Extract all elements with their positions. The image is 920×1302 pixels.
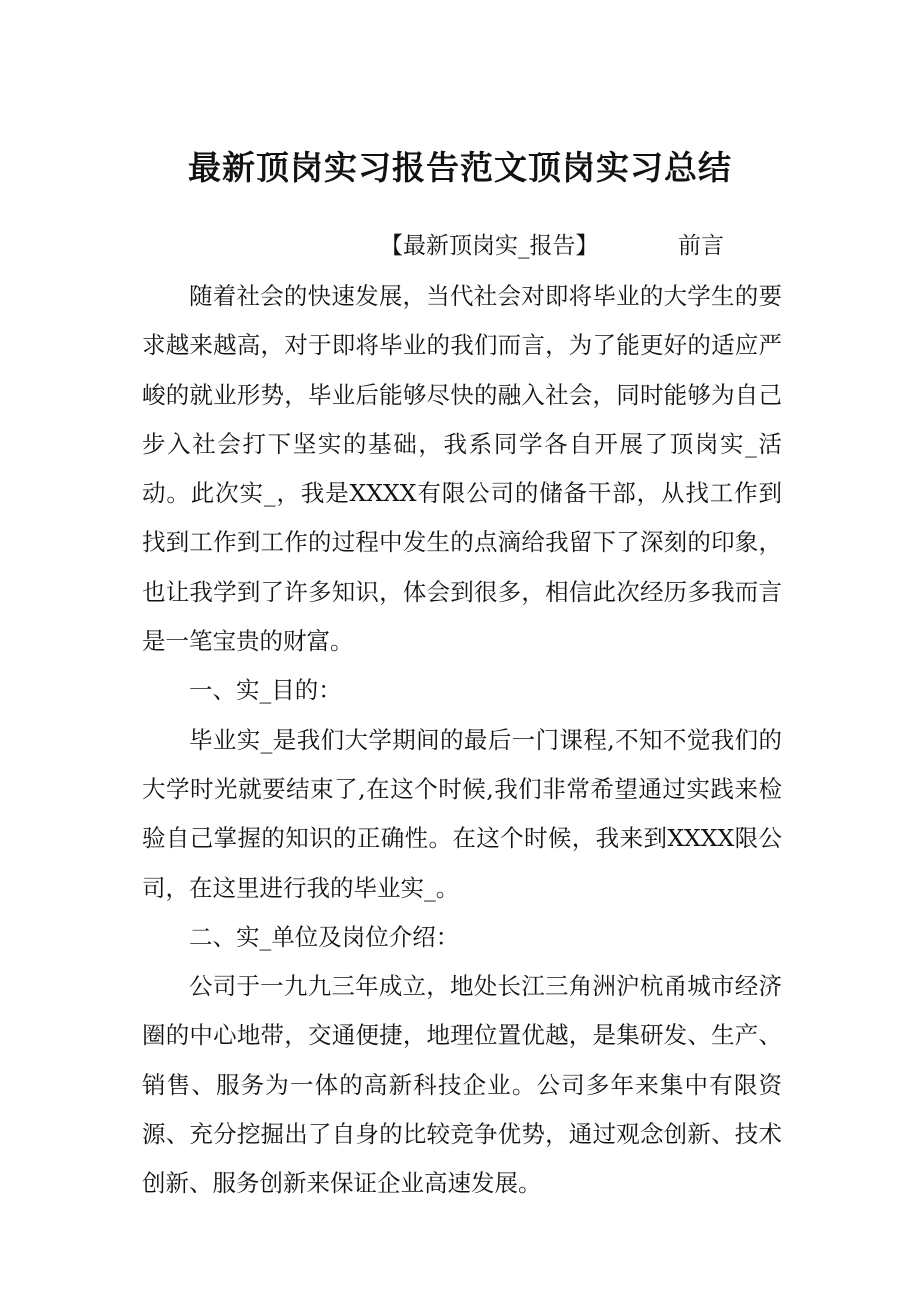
subheading-row [0, 226, 920, 266]
preface-label: 前言 [678, 233, 724, 259]
document-body [142, 272, 782, 1209]
section-heading-purpose: 一、实_目的： [189, 676, 342, 705]
report-tag: 【最新顶岗实_报告】 [380, 233, 599, 259]
document-title: 最新顶岗实习报告范文顶岗实习总结 [188, 148, 732, 187]
section-heading-company: 二、实_单位及岗位介绍： [189, 922, 460, 951]
intro-paragraph: 随着社会的快速发展，当代社会对即将毕业的大学生的要求越来越高，对于即将毕业的我们而言，为了能更好的适应严峻的就业形势，毕业后能够尽快的融入社会，同时能够为自己步入社会打下坚实的基础，我系同学各自开展了顶岗实_活动。此次实_，我是XXXX有限公司的储备干部，从找工作到找到工作到工作的过程中发生的点滴给我留下了深刻的印象，也让我学到了许多知识，体会到很多，相信此次经历多我而言是一笔宝贵的财富。 [142, 282, 782, 656]
company-paragraph: 公司于一九九三年成立，地处长江三角洲沪杭甬城市经济圈的中心地带，交通便捷，地理位置优越，是集研发、生产、销售、服务为一体的高新科技企业。公司多年来集中有限资源、充分挖掘出了自身的比较竞争优势，通过观念创新、技术创新、服务创新来保证企业高速发展。 [142, 972, 782, 1198]
purpose-paragraph: 毕业实_是我们大学期间的最后一门课程,不知不觉我们的大学时光就要结束了,在这个时候,我们非常希望通过实践来检验自己掌握的知识的正确性。在这个时候，我来到XXXX限公司，在这里进行我的毕业实_。 [142, 725, 782, 902]
